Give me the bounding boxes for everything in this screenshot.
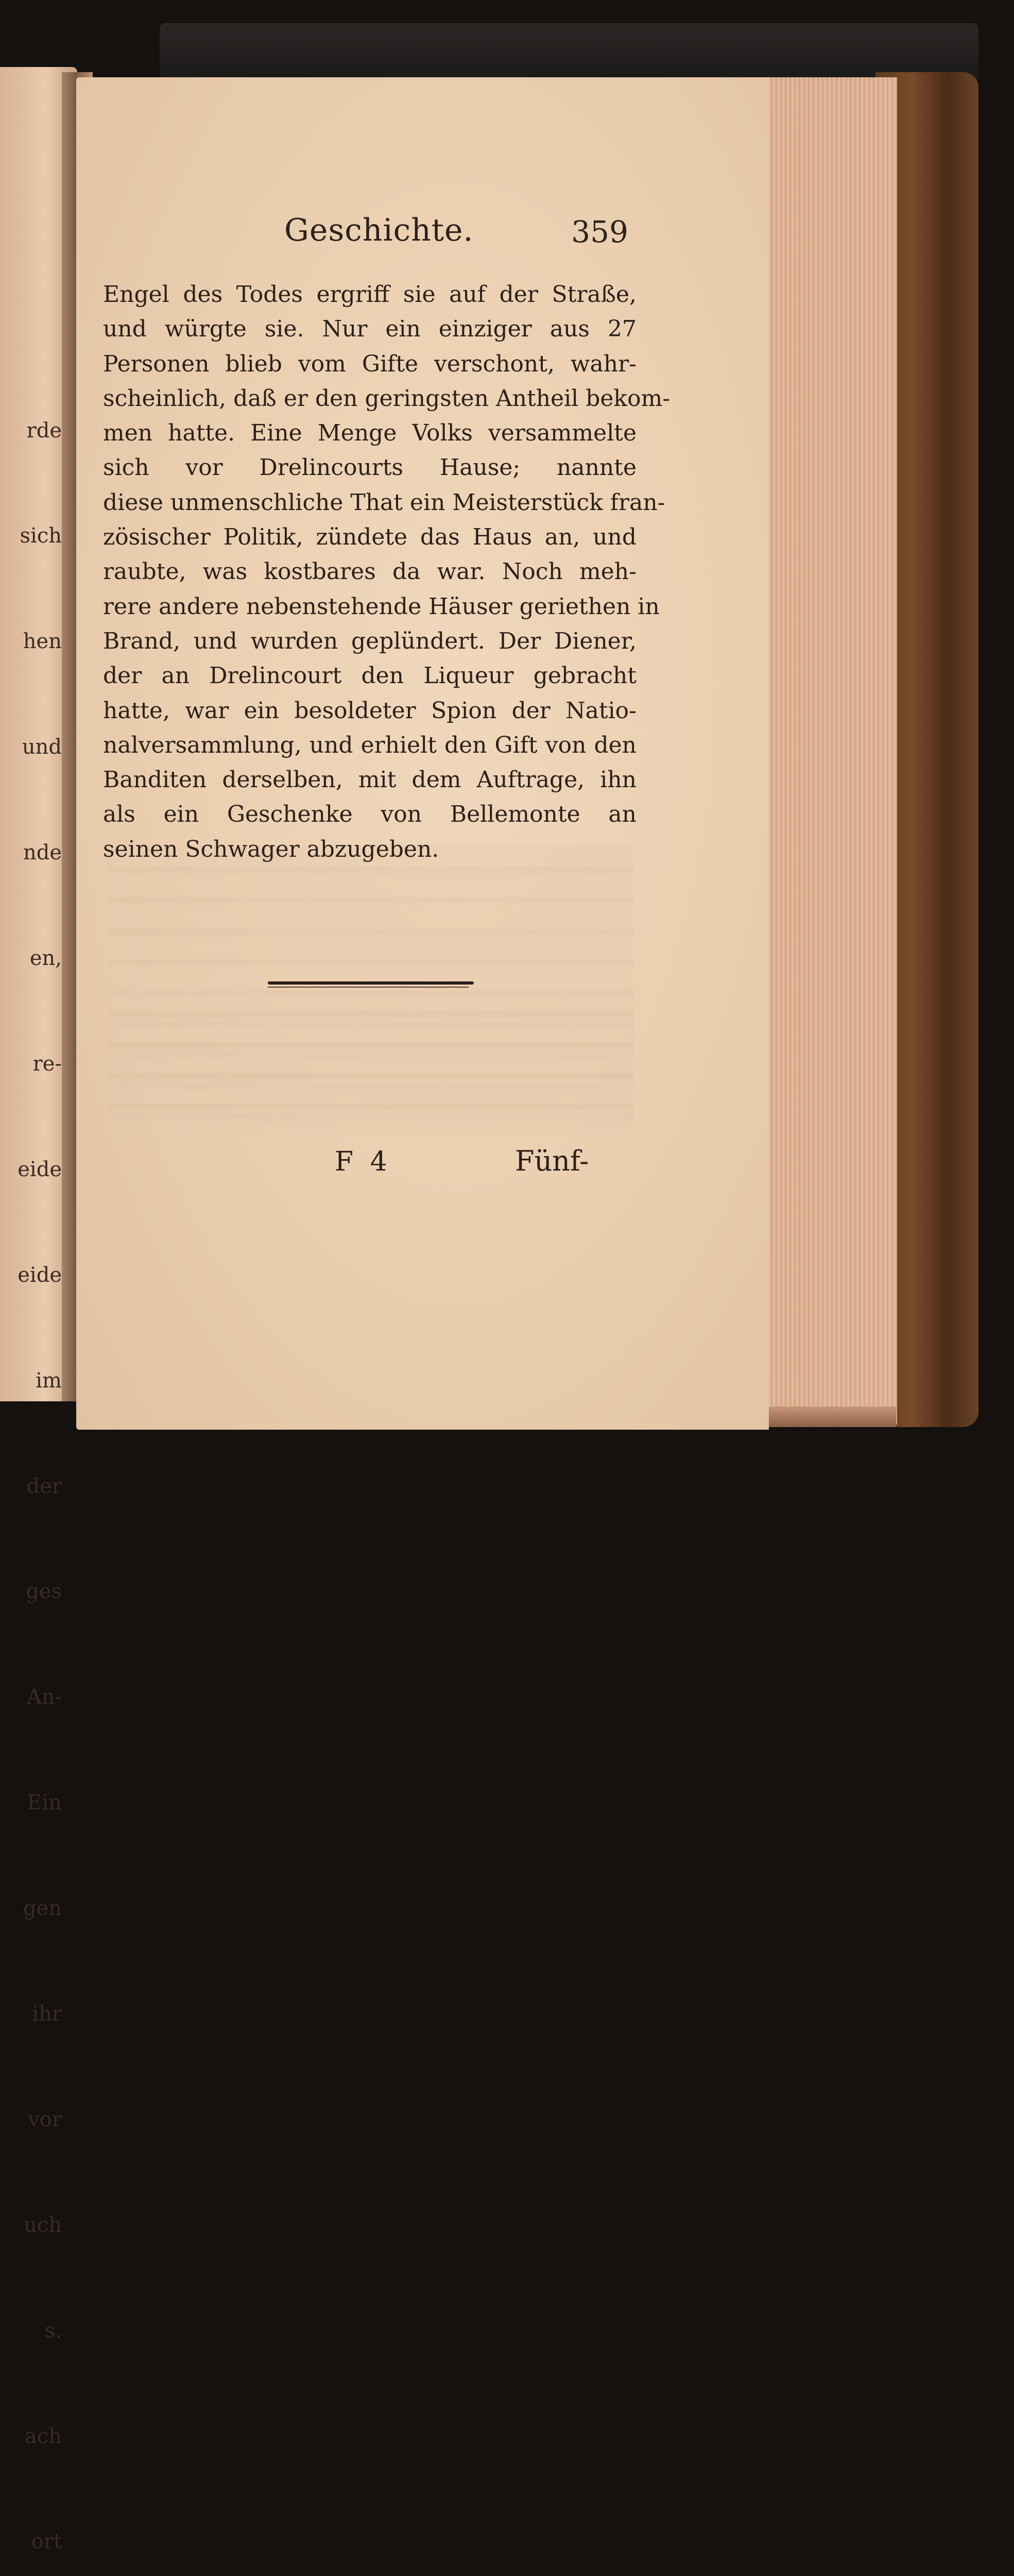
- left-fragment: s.: [44, 2318, 62, 2343]
- text-line: rere andere nebenstehende Häuser geriethen in: [103, 593, 660, 620]
- left-fragment: ihr: [32, 2002, 62, 2026]
- text-line: Banditen derselben, mit dem Auftrage, ihn: [103, 767, 637, 793]
- left-fragment: Ein: [27, 1791, 62, 1815]
- left-fragment: en,: [29, 946, 62, 971]
- left-fragment: der: [26, 1474, 62, 1498]
- left-fragment: ach: [24, 2424, 62, 2448]
- left-page-fragments: [0, 343, 62, 2576]
- left-fragment: sich: [20, 524, 62, 548]
- text-line: raubte, was kostbares da war. Noch meh-: [103, 558, 637, 585]
- text-line: Brand, und wurden geplündert. Der Diener,: [103, 628, 637, 654]
- page-header: [278, 212, 628, 253]
- section-rule-thin: [268, 987, 469, 988]
- left-fragment: re-: [32, 1052, 62, 1076]
- text-line: men hatte. Eine Menge Volks versammelte: [103, 420, 637, 447]
- left-fragment: uch: [24, 2213, 62, 2237]
- text-line: Engel des Todes ergriff sie auf der Straße,: [103, 281, 637, 308]
- book-cover-top: [160, 23, 978, 80]
- section-rule: [268, 981, 474, 985]
- text-line: zösischer Politik, zündete das Haus an, und: [103, 524, 637, 551]
- text-line: als ein Geschenke von Bellemonte an: [103, 801, 637, 828]
- text-line: der an Drelincourt den Liqueur gebracht: [103, 663, 637, 689]
- text-line: Personen blieb vom Gifte verschont, wahr-: [103, 350, 637, 377]
- text-line: scheinlich, daß er den geringsten Antheil bekom-: [103, 385, 671, 412]
- left-fragment: gen: [23, 1896, 62, 1921]
- text-line: seinen Schwager abzugeben.: [103, 836, 439, 862]
- catchword: Fünf-: [515, 1145, 589, 1177]
- text-line: und würgte sie. Nur ein einziger aus 27: [103, 316, 637, 343]
- text-line: hatte, war ein besoldeter Spion der Natio-: [103, 697, 637, 724]
- text-line: nalversammlung, und erhielt den Gift von den: [103, 732, 637, 758]
- left-fragment: eide: [18, 1157, 62, 1181]
- left-fragment: vor: [28, 2107, 62, 2131]
- left-fragment: eide: [18, 1263, 62, 1287]
- left-fragment: An-: [26, 1685, 62, 1709]
- left-fragment: nde: [23, 841, 62, 865]
- left-fragment: rde: [26, 418, 62, 443]
- page-number: 359: [571, 214, 628, 249]
- bleed-through-texture: [108, 989, 633, 1123]
- page-edges-bottom: [767, 1406, 896, 1427]
- left-fragment: im: [36, 1368, 62, 1393]
- left-fragment: ort: [31, 2530, 62, 2554]
- text-line: diese unmenschliche That ein Meisterstück fran-: [103, 489, 665, 516]
- left-fragment: ges: [26, 1580, 62, 1604]
- left-fragment: und: [22, 735, 62, 759]
- text-line: sich vor Drelincourts Hause; nannte: [103, 454, 637, 481]
- page-edges: [767, 77, 897, 1425]
- body-text: [103, 277, 671, 867]
- signature-mark: F 4: [335, 1146, 391, 1177]
- left-fragment: hen: [23, 630, 62, 654]
- running-title: Geschichte.: [284, 212, 474, 248]
